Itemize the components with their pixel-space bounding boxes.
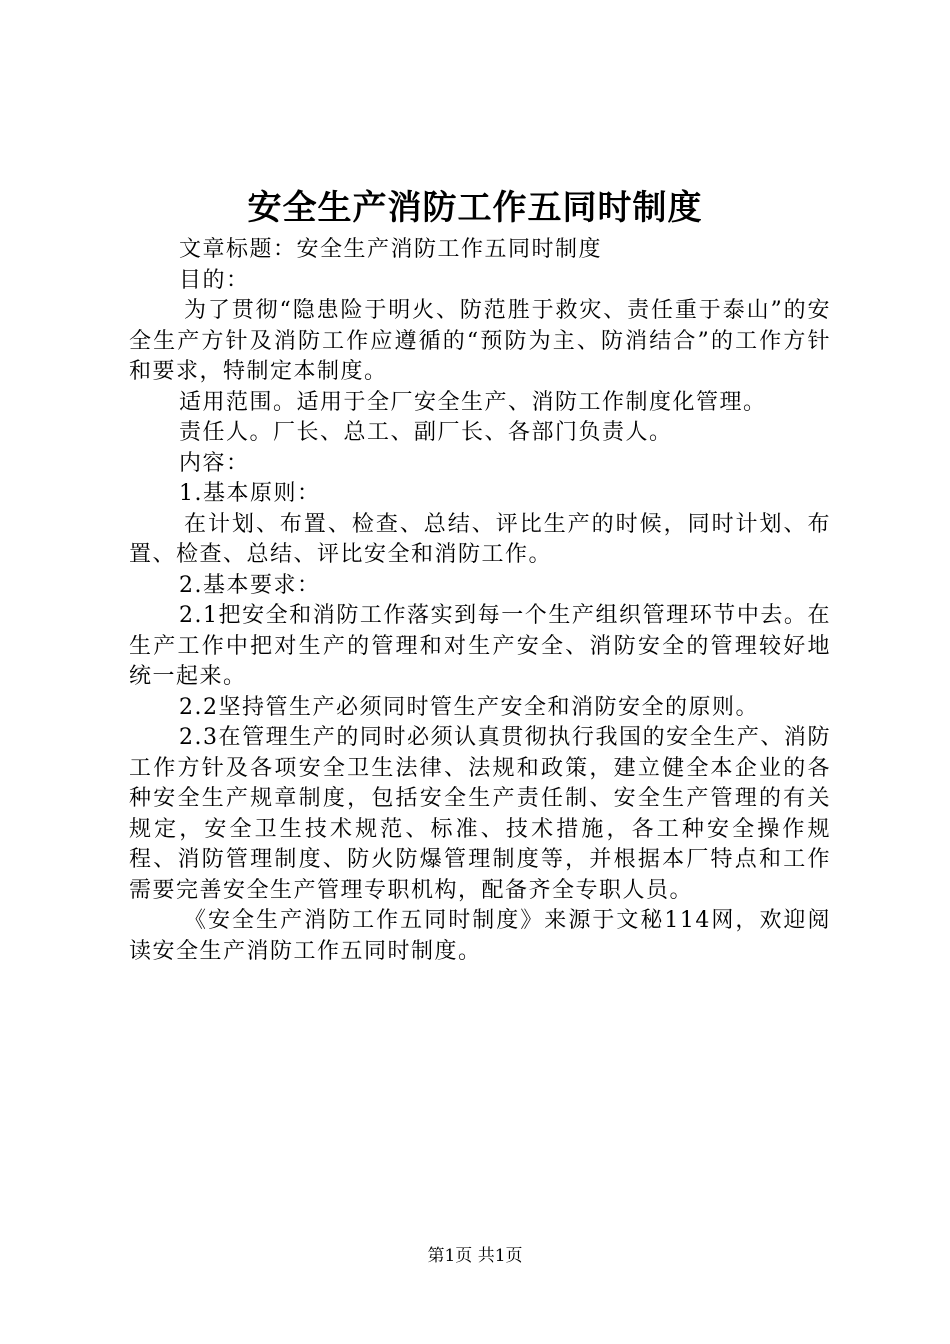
requirement-2-3: 2.3在管理生产的同时必须认真贯彻执行我国的安全生产、消防工作方针及各项安全卫生法律、法规和政策，建立健全本企业的各种安全生产规章制度，包括安全生产责任制、安全生产管理的有关规定，安全卫生技术规范、标准、技术措施，各工种安全操作规程、消防管理制度、防火防爆管理制度等，并根据本厂特点和工作需要完善安全生产管理专职机构，配备齐全专职人员。 — [129, 725, 831, 903]
document-body — [129, 235, 831, 967]
requirements-heading: 2.基本要求： — [179, 572, 321, 598]
principle-heading: 1.基本原则： — [179, 481, 321, 506]
requirement-2-2: 2.2坚持管生产必须同时管生产安全和消防安全的原则。 — [179, 694, 759, 720]
purpose-paragraph: 为了贯彻“隐患险于明火、防范胜于救灾、责任重于泰山”的安全生产方针及消防工作应遵循的“预防为主、防消结合”的工作方针和要求，特制定本制度。 — [129, 298, 831, 384]
article-title-line: 文章标题：安全生产消防工作五同时制度 — [179, 237, 603, 262]
requirement-2-1: 2.1把安全和消防工作落实到每一个生产组织管理环节中去。在生产工作中把对生产的管理和对生产安全、消防安全的管理较好地统一起来。 — [129, 603, 831, 689]
purpose-heading: 目的： — [179, 267, 250, 293]
document-title: 安全生产消防工作五同时制度 — [247, 188, 703, 228]
page-footer: 第1页 共1页 — [427, 1246, 523, 1266]
principle-paragraph: 在计划、布置、检查、总结、评比生产的时候，同时计划、布置、检查、总结、评比安全和消防工作。 — [129, 511, 831, 567]
content-heading: 内容： — [179, 450, 250, 476]
source-note: 《安全生产消防工作五同时制度》来源于文秘114网，欢迎阅读安全生产消防工作五同时制度。 — [129, 908, 831, 964]
responsible-paragraph: 责任人。厂长、总工、副厂长、各部门负责人。 — [179, 420, 673, 445]
scope-paragraph: 适用范围。适用于全厂安全生产、消防工作制度化管理。 — [179, 389, 767, 415]
